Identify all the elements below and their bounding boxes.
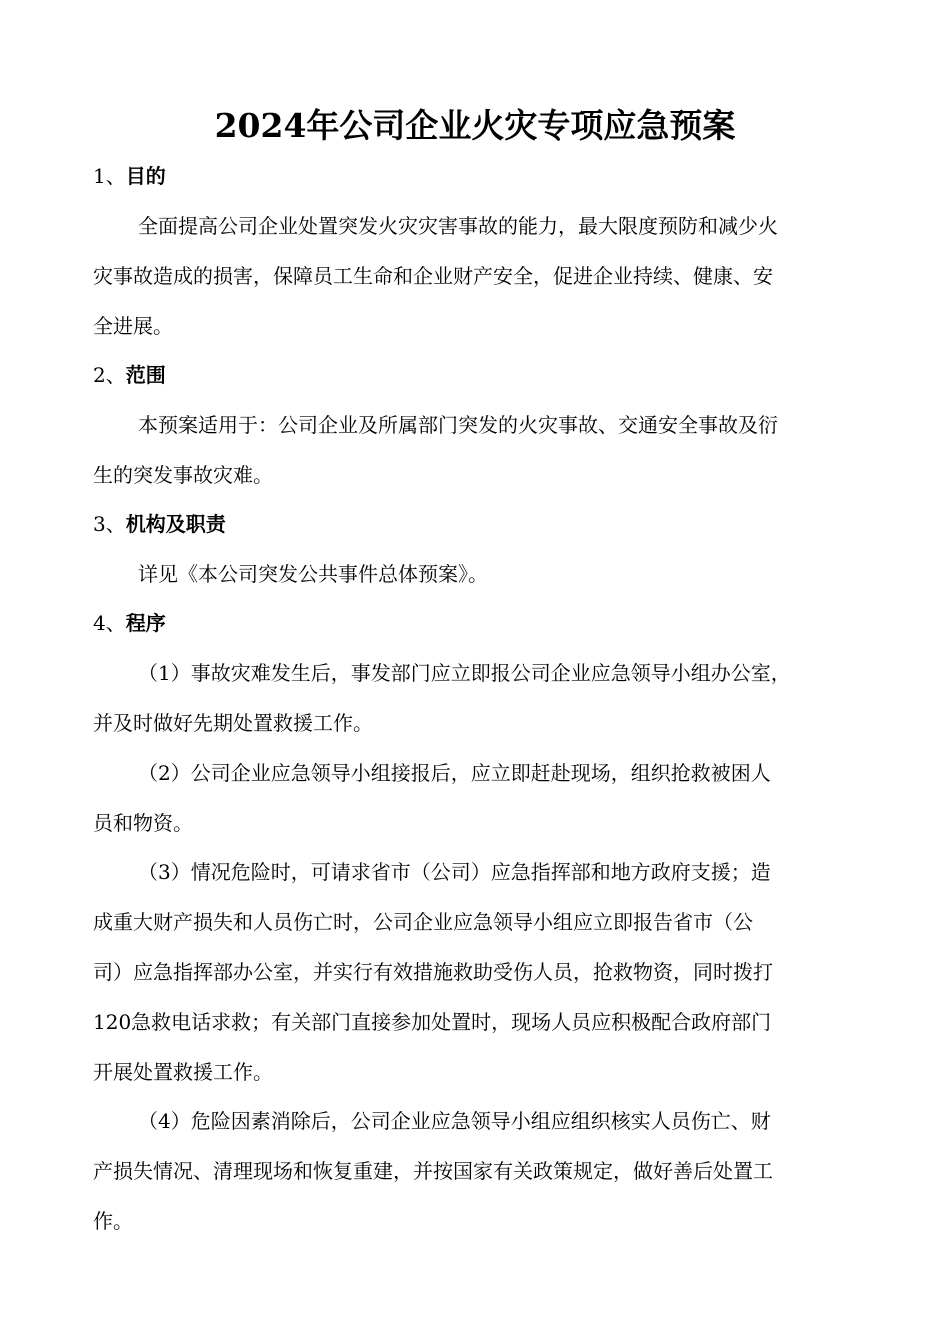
paragraph-line: 产损失情况、清理现场和恢复重建，并按国家有关政策规定，做好善后处置工 — [93, 1159, 773, 1183]
paragraph-line: 作。 — [93, 1209, 133, 1233]
paragraph-line: 生的突发事故灾难。 — [93, 463, 273, 487]
section-heading-1 — [93, 162, 166, 190]
section-title: 目的 — [125, 164, 166, 188]
section-heading-4 — [93, 609, 166, 637]
section-number: 3、 — [93, 512, 126, 536]
section-number: 1、 — [93, 164, 126, 188]
section-heading-2 — [93, 361, 166, 389]
paragraph-line: 全面提高公司企业处置突发火灾灾害事故的能力，最大限度预防和减少火 — [138, 214, 778, 238]
paragraph-line: 详见《本公司突发公共事件总体预案》。 — [138, 562, 488, 586]
paragraph-line: 并及时做好先期处置救援工作。 — [93, 711, 373, 735]
paragraph-line: （1）事故灾难发生后，事发部门应立即报公司企业应急领导小组办公室， — [138, 661, 791, 685]
paragraph-line: 本预案适用于：公司企业及所属部门突发的火灾事故、交通安全事故及衍 — [138, 413, 778, 437]
paragraph-line: 员和物资。 — [93, 811, 193, 835]
paragraph-line: 全进展。 — [93, 314, 173, 338]
document-title: 2024年公司企业火灾专项应急预案 — [214, 106, 736, 145]
section-title: 程序 — [125, 611, 166, 635]
section-number: 4、 — [93, 611, 126, 635]
paragraph-line: （4）危险因素消除后，公司企业应急领导小组应组织核实人员伤亡、财 — [138, 1109, 771, 1133]
paragraph-line: （2）公司企业应急领导小组接报后，应立即赶赴现场，组织抢救被困人 — [138, 761, 771, 785]
paragraph-line: 司）应急指挥部办公室，并实行有效措施救助受伤人员，抢救物资，同时拨打 — [93, 960, 773, 984]
paragraph-line: （3）情况危险时，可请求省市（公司）应急指挥部和地方政府支援；造 — [138, 860, 771, 884]
paragraph-line: 120急救电话求救；有关部门直接参加处置时，现场人员应积极配合政府部门 — [93, 1010, 772, 1034]
section-heading-3 — [93, 510, 226, 538]
paragraph-line: 成重大财产损失和人员伤亡时，公司企业应急领导小组应立即报告省市（公 — [93, 910, 753, 934]
section-title: 范围 — [125, 363, 166, 387]
paragraph-line: 开展处置救援工作。 — [93, 1060, 273, 1084]
paragraph-line: 灾事故造成的损害，保障员工生命和企业财产安全，促进企业持续、健康、安 — [93, 264, 773, 288]
section-title: 机构及职责 — [125, 512, 226, 536]
section-number: 2、 — [93, 363, 126, 387]
